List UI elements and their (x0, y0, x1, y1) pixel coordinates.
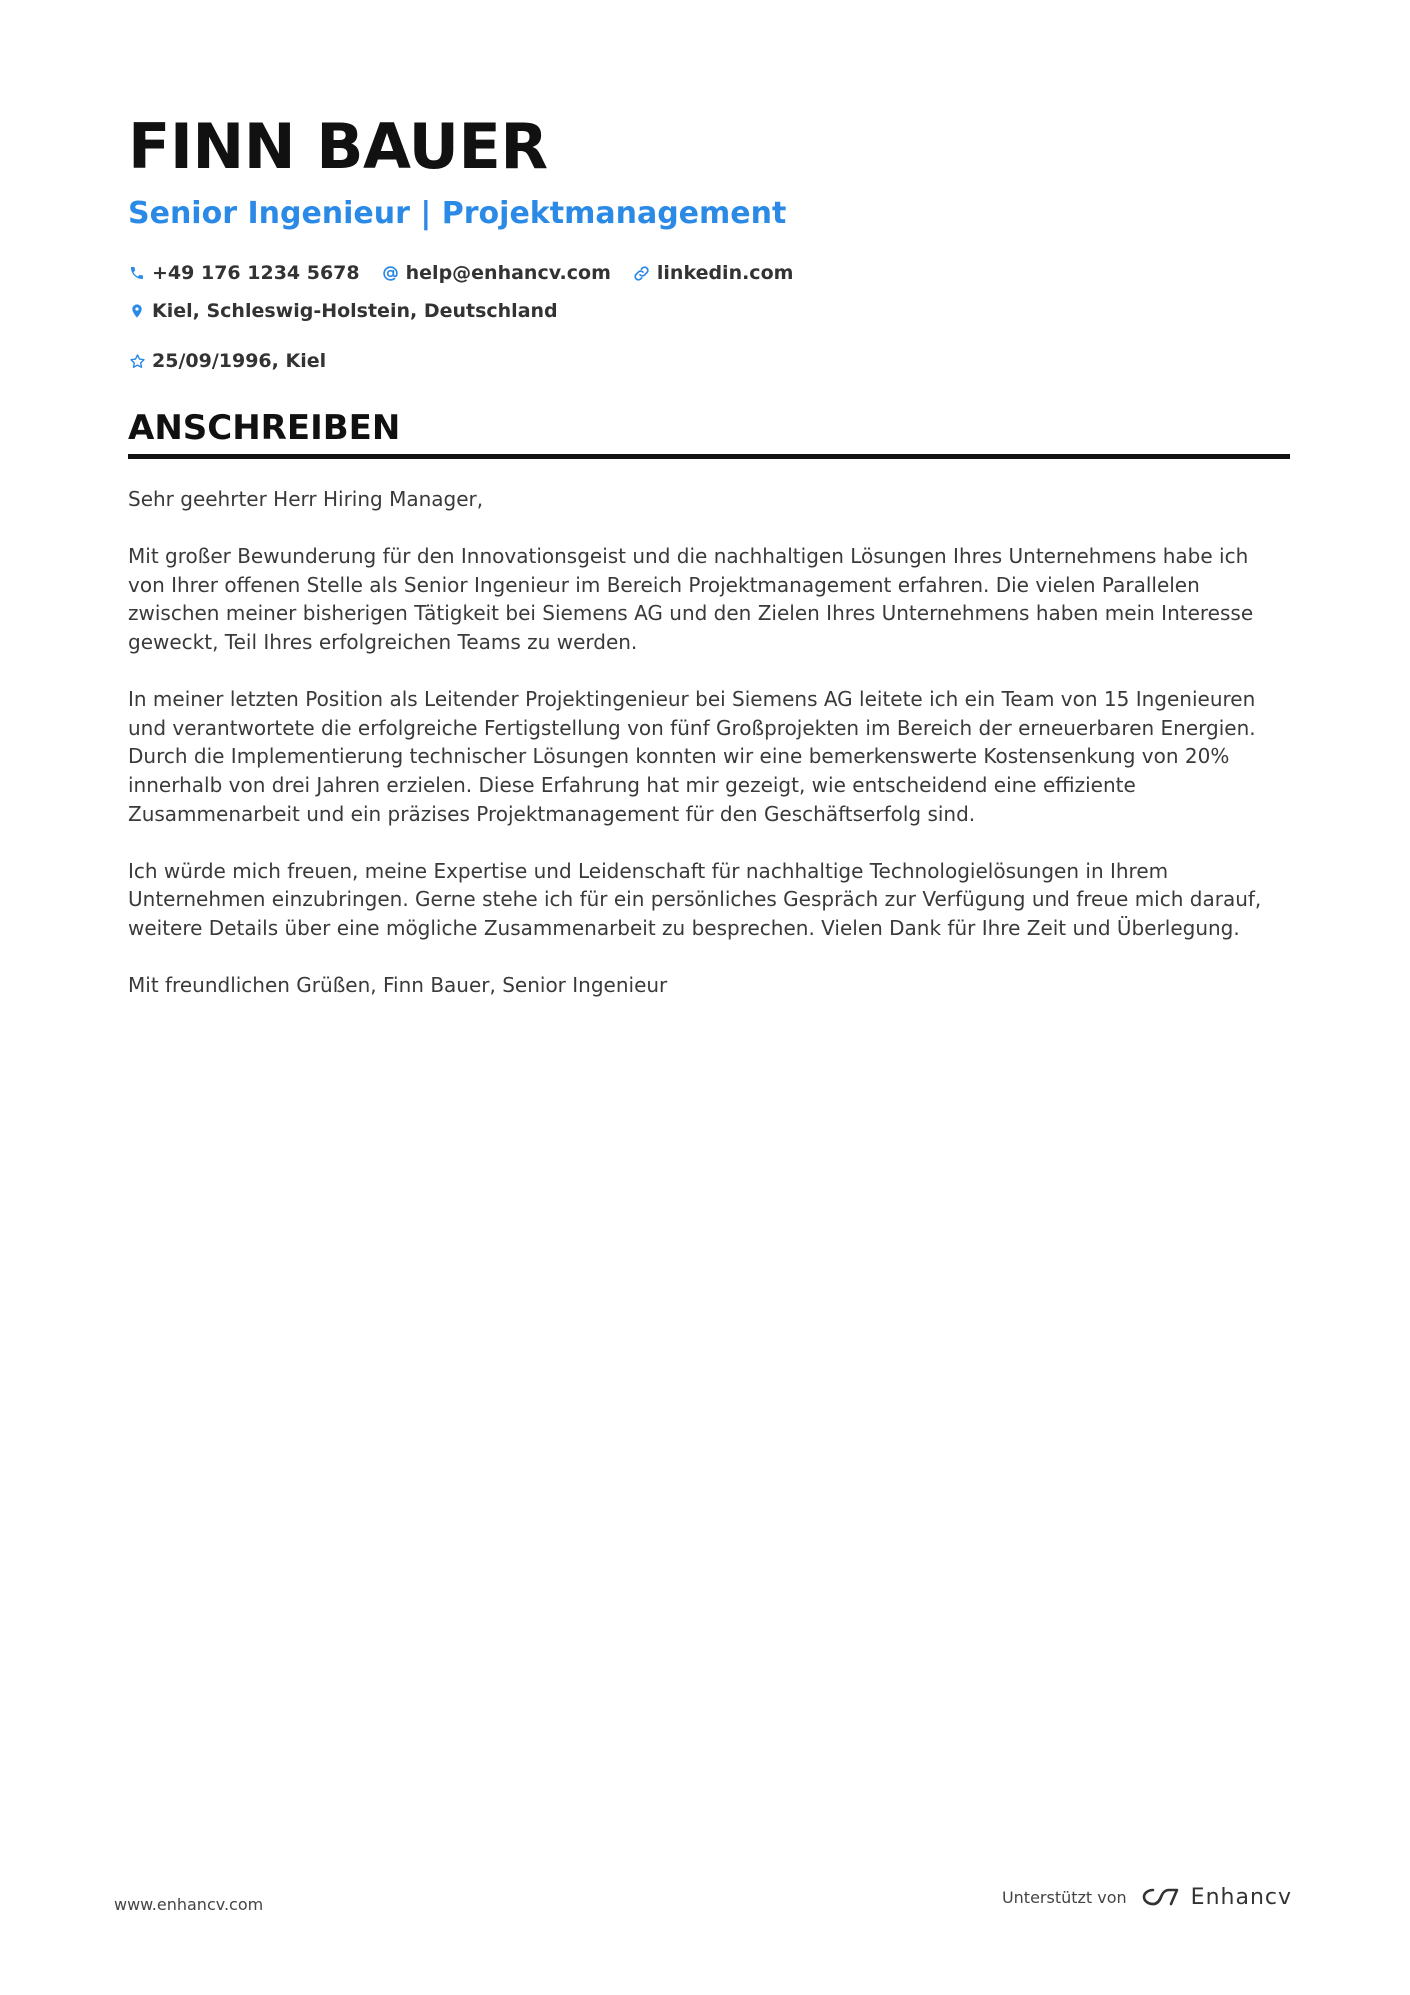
brand-name: Enhancv (1190, 1884, 1292, 1910)
birth-text: 25/09/1996, Kiel (152, 350, 327, 372)
letter-body (128, 485, 1290, 1000)
header (128, 110, 1290, 374)
footer-branding[interactable] (1002, 1884, 1292, 1910)
letter-paragraph: Mit großer Bewunderung für den Innovationsgeist und die nachhaltigen Lösungen Ihres Unternehmens habe ich von Ihrer offenen Stelle als Senior Ingenieur im Bereich Projektmanagement erfahren. Die vielen Parallelen zwischen meiner bisherigen Tätigkeit bei Siemens AG und den Zielen Ihres Unternehmens haben mein Interesse geweckt, Teil Ihres erfolgreichen Teams zu werden. (128, 544, 1254, 654)
enhancv-logo-icon (1139, 1884, 1183, 1910)
letter-paragraph: In meiner letzten Position als Leitender Projektingenieur bei Siemens AG leitete ich ein Team von 15 Ingenieuren und verantwortete die erfolgreiche Fertigstellung von fünf Großprojekten im Bereich der erneuerbaren Energien. Durch die Implementierung technischer Lösungen konnten wir eine bemerkenswerte Kostensenkung von 20% innerhalb von drei Jahren erzielen. Diese Erfahrung hat mir gezeigt, wie entscheidend eine effiziente Zusammenarbeit und ein präzises Projektmanagement für den Geschäftserfolg sind. (128, 687, 1256, 826)
map-pin-icon (128, 302, 146, 320)
letter-salutation: Sehr geehrter Herr Hiring Manager, (128, 487, 484, 511)
powered-by-text: Unterstützt von (1001, 1887, 1127, 1907)
contact-birth (128, 348, 326, 374)
section-title: ANSCHREIBEN (128, 406, 1290, 459)
link-icon (633, 264, 651, 282)
candidate-name: FINN BAUER (128, 110, 548, 183)
letter-paragraph: Ich würde mich freuen, meine Expertise und Leidenschaft für nachhaltige Technologielösungen in Ihrem Unternehmen einzubringen. Gerne stehe ich für ein persönliches Gespräch zur Verfügung und freue mich darauf, weitere Details über eine mögliche Zusammenarbeit zu besprechen. Vielen Dank für Ihre Zeit und Überlegung. (128, 858, 1262, 940)
footer-website[interactable]: www.enhancv.com (114, 1895, 264, 1914)
phone-icon (128, 264, 146, 282)
location-text: Kiel, Schleswig-Holstein, Deutschland (152, 300, 558, 322)
phone-text: +49 176 1234 5678 (152, 262, 360, 284)
letter-closing: Mit freundlichen Grüßen, Finn Bauer, Senior Ingenieur (128, 973, 668, 998)
contact-email[interactable] (382, 260, 611, 286)
contact-phone (128, 260, 360, 286)
contact-list (128, 260, 1228, 374)
cover-letter-section (128, 406, 1290, 1028)
star-icon (128, 352, 146, 370)
email-text: help@enhancv.com (405, 262, 611, 284)
linkedin-text: linkedin.com (656, 262, 794, 284)
contact-linkedin[interactable] (633, 260, 794, 286)
candidate-role: Senior Ingenieur | Projektmanagement (128, 196, 787, 231)
at-icon (382, 264, 400, 282)
contact-location (128, 298, 558, 324)
